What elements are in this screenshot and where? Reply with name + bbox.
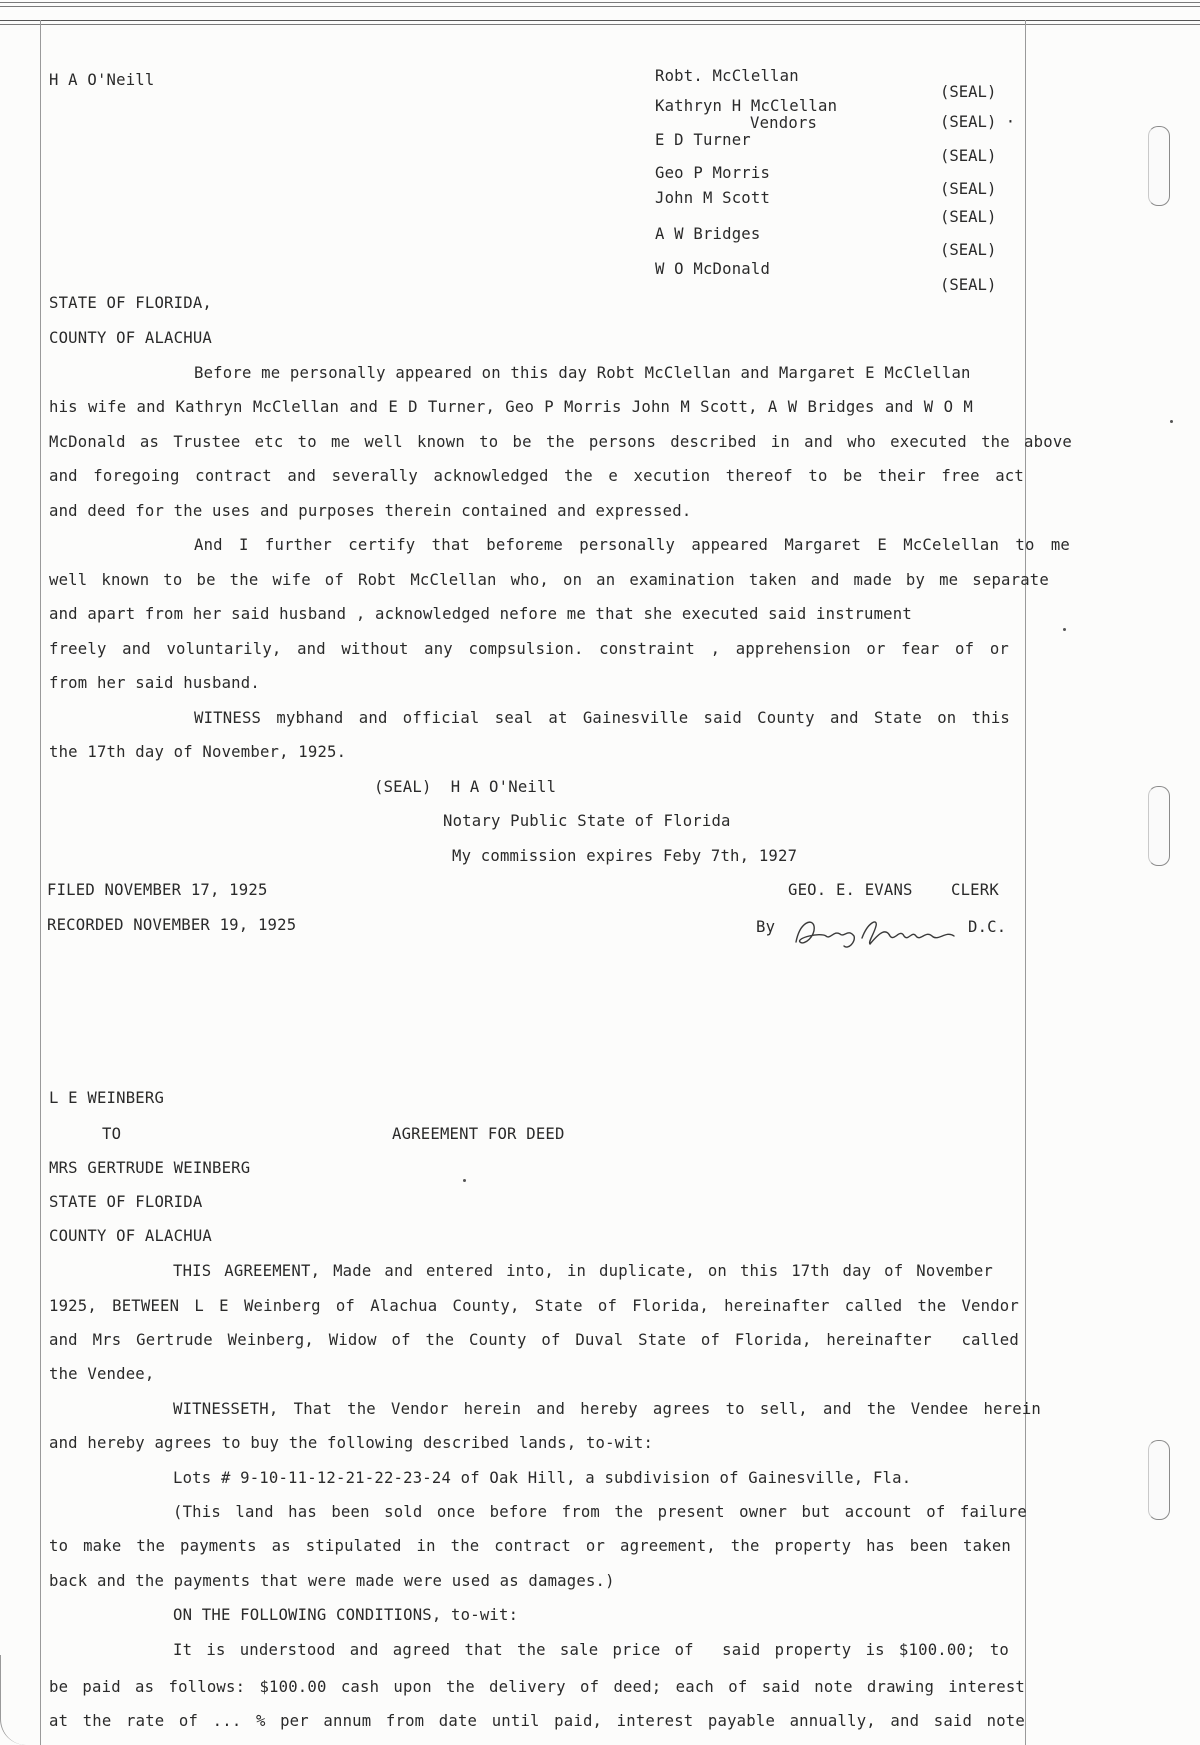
ink-speck <box>463 1179 466 1182</box>
text-line: WITNESSETH, That the Vendor herein and hereby agrees to sell, and the Vendee herein <box>173 1400 1041 1418</box>
text-line: from her said husband. <box>49 674 260 692</box>
punch-hole <box>1148 126 1170 206</box>
text-line: to make the payments as stipulated in the contract or agreement, the property has been taken <box>49 1537 1011 1555</box>
notary-title: Notary Public State of Florida <box>443 812 731 830</box>
seal-mark: (SEAL) <box>940 240 997 259</box>
seal-mark: (SEAL) <box>940 146 997 165</box>
recorded-date: RECORDED NOVEMBER 19, 1925 <box>47 916 297 934</box>
text-line: and apart from her said husband , acknowledged nefore me that she executed said instrument <box>49 605 912 623</box>
county-heading: COUNTY OF ALACHUA <box>49 1227 212 1245</box>
text-line: and deed for the uses and purposes therein contained and expressed. <box>49 502 692 520</box>
ink-speck <box>1063 628 1066 631</box>
top-rule <box>0 2 1200 3</box>
text-line: the 17th day of November, 1925. <box>49 743 347 761</box>
lots-description: Lots # 9-10-11-12-21-22-23-24 of Oak Hill, a subdivision of Gainesville, Fla. <box>173 1469 912 1487</box>
deputy-clerk-label: D.C. <box>968 918 1007 936</box>
signatory-name: E D Turner <box>655 131 751 149</box>
deputy-clerk-signature <box>790 912 990 954</box>
signatory-name: Robt. McClellan <box>655 67 799 85</box>
text-line: McDonald as Trustee etc to me well known to be the persons described in and who executed the above <box>49 433 1072 451</box>
left-margin-line <box>40 20 41 1745</box>
clerk-name: GEO. E. EVANS CLERK <box>788 881 999 899</box>
state-heading: STATE OF FLORIDA <box>49 1193 203 1211</box>
text-line: (This land has been sold once before from the present owner but account of failure <box>173 1503 1027 1521</box>
text-line: his wife and Kathryn McClellan and E D Turner, Geo P Morris John M Scott, A W Bridges and W O M <box>49 398 973 416</box>
text-line: the Vendee, <box>49 1365 155 1383</box>
vendee-name: MRS GERTRUDE WEINBERG <box>49 1159 251 1177</box>
text-line: THIS AGREEMENT, Made and entered into, in duplicate, on this 17th day of November <box>173 1262 993 1280</box>
text-line: 1925, BETWEEN L E Weinberg of Alachua County, State of Florida, hereinafter called the Vendor <box>49 1297 1019 1315</box>
text-line: well known to be the wife of Robt McClellan who, on an examination taken and made by me separate <box>49 571 1049 589</box>
vendor-name: L E WEINBERG <box>49 1089 165 1107</box>
county-heading: COUNTY OF ALACHUA <box>49 329 212 347</box>
text-line: and foregoing contract and severally acknowledged the e xecution thereof to be their free act <box>49 467 1024 485</box>
page-corner <box>0 1655 27 1745</box>
text-line: and hereby agrees to buy the following described lands, to-wit: <box>49 1434 654 1452</box>
agreement-title: AGREEMENT FOR DEED <box>392 1125 565 1143</box>
text-line: and Mrs Gertrude Weinberg, Widow of the County of Duval State of Florida, hereinafter called <box>49 1331 1019 1349</box>
text-line: at the rate of ... % per annum from date until paid, interest payable annually, and said note <box>49 1712 1025 1730</box>
signatory-name: Kathryn H McClellan <box>655 97 838 115</box>
seal-mark: (SEAL) <box>940 82 997 101</box>
seal-mark: (SEAL) <box>940 275 997 294</box>
seal-mark: (SEAL) <box>940 207 997 226</box>
ink-speck <box>1170 420 1173 423</box>
punch-hole <box>1148 1440 1170 1520</box>
text-line: freely and voluntarily, and without any compsulsion. constraint , apprehension or fear of or <box>49 640 1009 658</box>
text-line: And I further certify that beforeme personally appeared Margaret E McCelellan to me <box>194 536 1070 554</box>
text-line: back and the payments that were made were used as damages.) <box>49 1572 615 1590</box>
text-line: Before me personally appeared on this day Robt McClellan and Margaret E McClellan <box>194 364 971 382</box>
right-margin-line <box>1025 20 1026 1745</box>
signatory-name: W O McDonald <box>655 260 771 278</box>
punch-hole <box>1148 786 1170 866</box>
text-line: WITNESS mybhand and official seal at Gainesville said County and State on this <box>194 709 1010 727</box>
top-rule <box>0 24 1200 25</box>
state-heading: STATE OF FLORIDA, <box>49 294 212 312</box>
signatory-role: Vendors <box>750 114 818 132</box>
signatory-name: Geo P Morris <box>655 164 771 182</box>
seal-mark: (SEAL) <box>940 179 997 198</box>
commission-expiry: My commission expires Feby 7th, 1927 <box>452 847 798 865</box>
signatory-name: A W Bridges <box>655 225 761 243</box>
to-label: TO <box>102 1125 122 1143</box>
conditions-heading: ON THE FOLLOWING CONDITIONS, to-wit: <box>173 1606 519 1624</box>
top-rule <box>0 6 1200 7</box>
top-rule <box>0 20 1200 21</box>
by-label: By <box>756 918 776 936</box>
notary-seal-line: (SEAL) H A O'Neill <box>374 778 557 796</box>
signer-name: H A O'Neill <box>49 71 155 89</box>
text-line: be paid as follows: $100.00 cash upon the delivery of deed; each of said note drawing interest <box>49 1678 1025 1696</box>
seal-mark: (SEAL) · <box>940 112 1016 131</box>
text-line: It is understood and agreed that the sale price of said property is $100.00; to <box>173 1641 1009 1659</box>
signatory-name: John M Scott <box>655 189 771 207</box>
filed-date: FILED NOVEMBER 17, 1925 <box>47 881 268 899</box>
